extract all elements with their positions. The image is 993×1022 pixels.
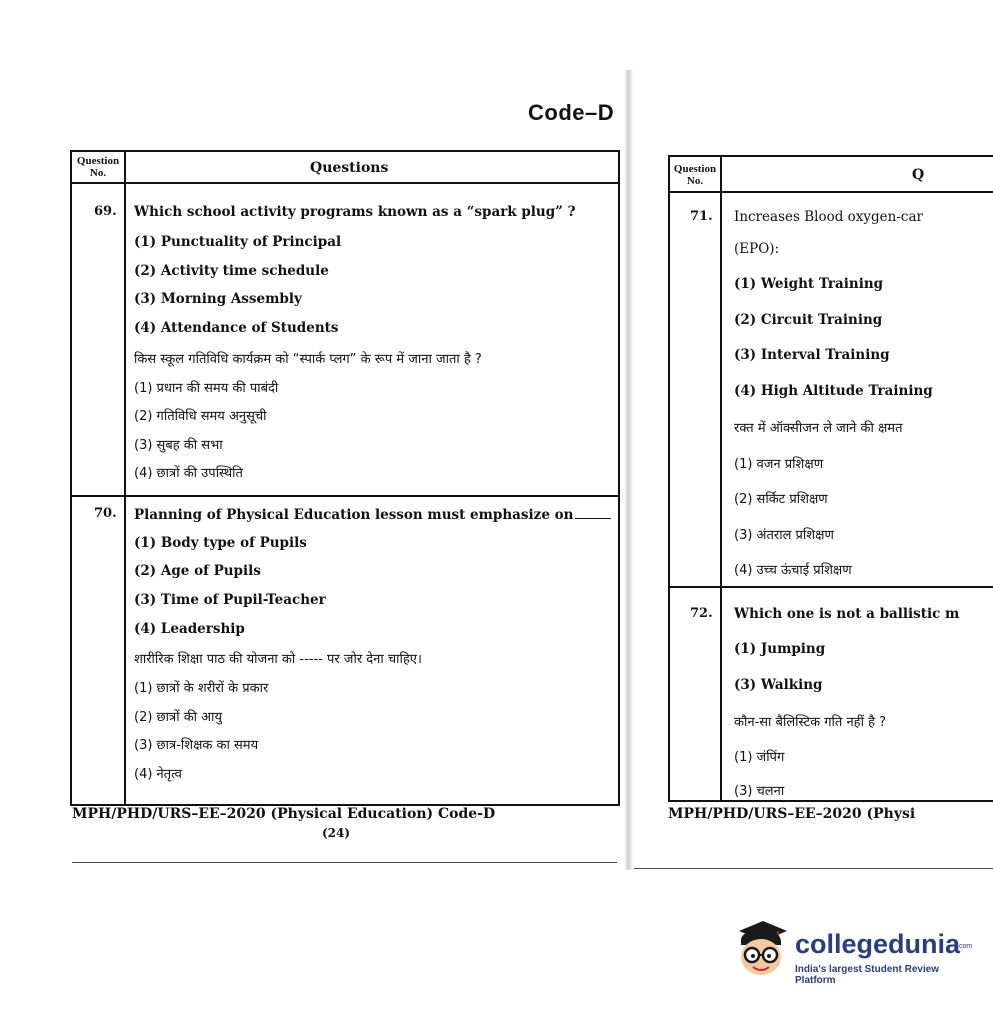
option-en: (4) Leadership xyxy=(134,621,245,637)
option-hi: (3) अंतराल प्रशिक्षण xyxy=(734,528,834,543)
option-en: (3) Walking xyxy=(734,677,823,693)
option-hi: (3) चलना xyxy=(734,784,785,799)
option-hi: (1) जंपिंग xyxy=(734,750,785,765)
option-en: (1) Weight Training xyxy=(734,276,884,292)
question-number: 72. xyxy=(690,606,713,621)
row-separator xyxy=(670,586,993,588)
question-text-en: Increases Blood oxygen-car xyxy=(734,209,923,225)
row-separator xyxy=(72,495,618,497)
option-hi: (1) प्रधान की समय की पाबंदी xyxy=(134,381,279,396)
bottom-rule xyxy=(634,868,993,869)
header-questions: Q xyxy=(912,167,925,183)
question-text-hi: कौन-सा बैलिस्टिक गति नहीं है ? xyxy=(734,715,887,730)
option-hi: (3) सुबह की सभा xyxy=(134,438,223,453)
option-en: (1) Body type of Pupils xyxy=(134,535,307,551)
bottom-rule xyxy=(72,862,617,863)
page-footer: MPH/PHD/URS–EE–2020 (Physical Education) Code-D xyxy=(72,806,496,822)
option-en: (1) Jumping xyxy=(734,641,826,657)
question-text-en-cont: (EPO): xyxy=(734,241,780,257)
option-en: (4) High Altitude Training xyxy=(734,383,933,399)
question-text-en: Which school activity programs known as a “spark plug” ? xyxy=(134,204,576,220)
question-text-hi: रक्त में ऑक्सीजन ले जाने की क्षमत xyxy=(734,421,903,436)
page-footer: MPH/PHD/URS–EE–2020 (Physi xyxy=(668,806,916,822)
question-text-en: Which one is not a ballistic m xyxy=(734,606,960,622)
header-questions: Questions xyxy=(310,160,389,176)
option-hi: (4) छात्रों की उपस्थिति xyxy=(134,466,243,481)
right-page xyxy=(634,0,993,880)
option-hi: (3) छात्र-शिक्षक का समय xyxy=(134,738,259,753)
question-text-en: Planning of Physical Education lesson must emphasize on xyxy=(134,506,611,523)
option-en: (2) Activity time schedule xyxy=(134,263,329,279)
question-text-hi: किस स्कूल गतिविधि कार्यक्रम को “स्पार्क प्लग” के रूप में जाना जाता है ? xyxy=(134,352,482,367)
option-hi: (1) वजन प्रशिक्षण xyxy=(734,457,824,472)
fill-in-blank xyxy=(575,506,611,519)
page-number: (24) xyxy=(322,826,351,840)
question-table-left xyxy=(70,150,620,806)
option-hi: (1) छात्रों के शरीरों के प्रकार xyxy=(134,681,269,696)
option-hi: (2) छात्रों की आयु xyxy=(134,710,223,725)
column-divider xyxy=(124,152,126,804)
column-divider xyxy=(720,157,722,800)
question-text-hi: शारीरिक शिक्षा पाठ की योजना को ----- पर जोर देना चाहिए। xyxy=(134,652,422,667)
mascot-icon xyxy=(733,915,791,979)
collegedunia-logo xyxy=(733,915,973,986)
brand-tagline: India's largest Student Review Platform xyxy=(795,964,940,986)
option-en: (3) Time of Pupil-Teacher xyxy=(134,592,326,608)
brand-name: collegedunia xyxy=(795,929,961,959)
option-hi: (2) सर्किट प्रशिक्षण xyxy=(734,492,828,507)
option-en: (2) Circuit Training xyxy=(734,312,883,328)
question-number: 71. xyxy=(690,209,713,224)
option-en: (3) Interval Training xyxy=(734,347,890,363)
option-en: (2) Age of Pupils xyxy=(134,563,261,579)
header-question-no: Question No. xyxy=(76,155,120,179)
option-en: (4) Attendance of Students xyxy=(134,320,339,336)
brand-suffix: .com xyxy=(957,943,973,950)
option-hi: (2) गतिविधि समय अनुसूची xyxy=(134,409,267,424)
paper-code: Code–D xyxy=(528,100,615,125)
question-number: 69. xyxy=(94,204,117,219)
page-fold xyxy=(624,70,634,870)
option-hi: (4) नेतृत्व xyxy=(134,767,182,782)
header-question-no: Question No. xyxy=(673,163,717,187)
option-en: (1) Punctuality of Principal xyxy=(134,234,342,250)
option-en: (3) Morning Assembly xyxy=(134,291,302,307)
option-hi: (4) उच्च ऊंचाई प्रशिक्षण xyxy=(734,563,852,578)
question-table-right xyxy=(668,155,993,802)
question-number: 70. xyxy=(94,506,117,521)
